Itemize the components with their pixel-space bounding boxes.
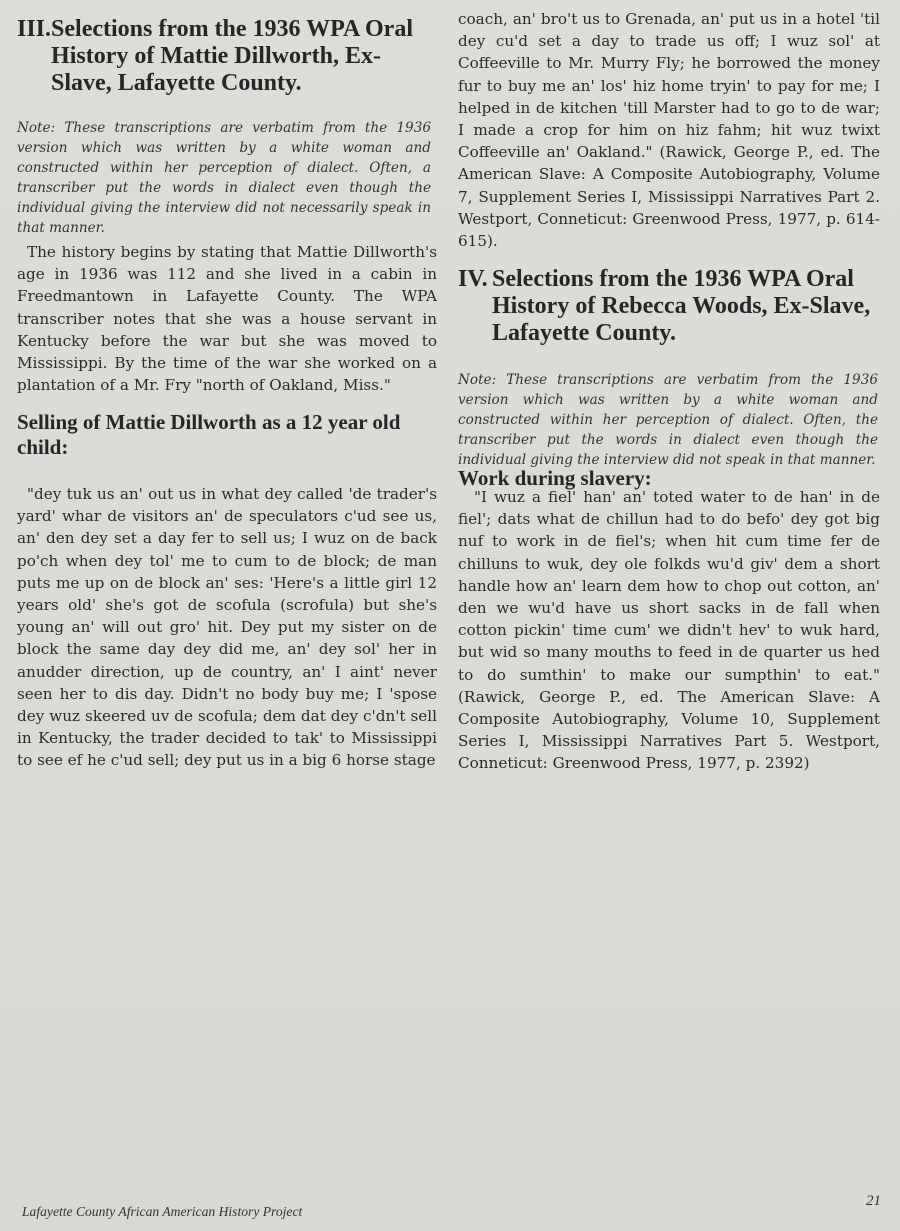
section-3-heading: [17, 16, 437, 97]
mattie-quote-continued: coach, an' bro't us to Grenada, an' put us in a hotel 'til dey cu'd set a day to trade us off; I wuz sol' at Coffeeville to Mr. Murry Fly; he borrowed the money fur to buy me an' los' hiz home tryin' to pay for me; I helped in de kitchen 'till Marster had to go to de war; I made a crop for him on hiz fahm; hit wuz twixt Coffeeville an' Oakland." (Rawick, George P., ed. The American Slave: A Composite Autobiography, Volume 7, Supplement Series I, Mississippi Narratives Part 2. Westport, Conneticut: Greenwood Press, 1977, p. 614-615).: [458, 10, 880, 251]
footer-project-title: Lafayette County African American History Project: [22, 1204, 303, 1219]
section-3-title: Selections from the 1936 WPA Oral History of Mattie Dillworth, Ex-Slave, Lafayette County.: [51, 16, 413, 96]
section-4-heading: [458, 266, 880, 347]
section-4-number: IV.: [458, 266, 488, 292]
section-3-number: III.: [17, 16, 52, 42]
mattie-subheading: Selling of Mattie Dillworth as a 12 year old child:: [17, 410, 401, 459]
intro-paragraph: The history begins by stating that Mattie Dillworth's age in 1936 was 112 and she lived in a cabin in Freedmantown in Lafayette County. The WPA transcriber notes that she was a house servant in Kentucky before the war but she was moved to Mississippi. By the time of the war she worked on a plantation of a Mr. Fry "north of Oakland, Miss.": [17, 243, 437, 395]
transcription-note: Note: These transcriptions are verbatim from the 1936 version which was written by a white woman and constructed within her perception of dialect. Often, a transcriber put the words in dialect even though the individual giving the interview did not necessarily speak in that manner.: [17, 120, 431, 236]
rebecca-quote: "I wuz a fiel' han' an' toted water to de han' in de fiel'; dats what de chillun had to do befo' dey got big nuf to work in de fiel's; when hit cum time fer de chilluns to wuk, dey ole folkds wu'd giv' dem a short handle how an' learn dem how to chop out cotton, an' den we wu'd have us short sacks in de fall when cotton pickin' time cum' we didn't hev' to wuk hard, but wid so many mouths to feed in de quarter us hed to do sumthin' to make our sumpthin' to eat." (Rawick, George P., ed. The American Slave: A Composite Autobiography, Volume 10, Supplement Series I, Mississippi Narratives Part 5. Westport, Conneticut: Greenwood Press, 1977, p. 2392): [458, 488, 880, 773]
transcription-note-2: Note: These transcriptions are verbatim from the 1936 version which was written by a white woman and constructed within her perception of dialect. Often, the transcriber put the words in dialect even though the individual giving the interview did not speak in that manner.: [458, 372, 878, 468]
mattie-quote: "dey tuk us an' out us in what dey called 'de trader's yard' whar de visitors an' de speculators c'ud see us, an' den dey set a day fer to sell us; I wuz on de back po'ch when dey tol' me to cum to de block; de man puts me up on de block an' ses: 'Here's a little girl 12 years old' she's got de scofula (scrofula) but she's young an' will out gro' hit. Dey put my sister on de block the same day dey did me, an' dey sol' her in anudder direction, up de country, an' I aint' never seen her to dis day. Didn't no body buy me; I 'spose dey wuz skeered uv de scofula; dem dat dey c'dn't sell in Kentucky, the trader decided to tak' to Mississippi to see ef he c'ud sell; dey put us in a big 6 horse stage: [17, 485, 437, 770]
page-number: 21: [866, 1193, 881, 1209]
rebecca-subheading: Work during slavery:: [458, 466, 652, 490]
section-4-title: Selections from the 1936 WPA Oral History of Rebecca Woods, Ex-Slave, Lafayette County.: [492, 266, 871, 346]
